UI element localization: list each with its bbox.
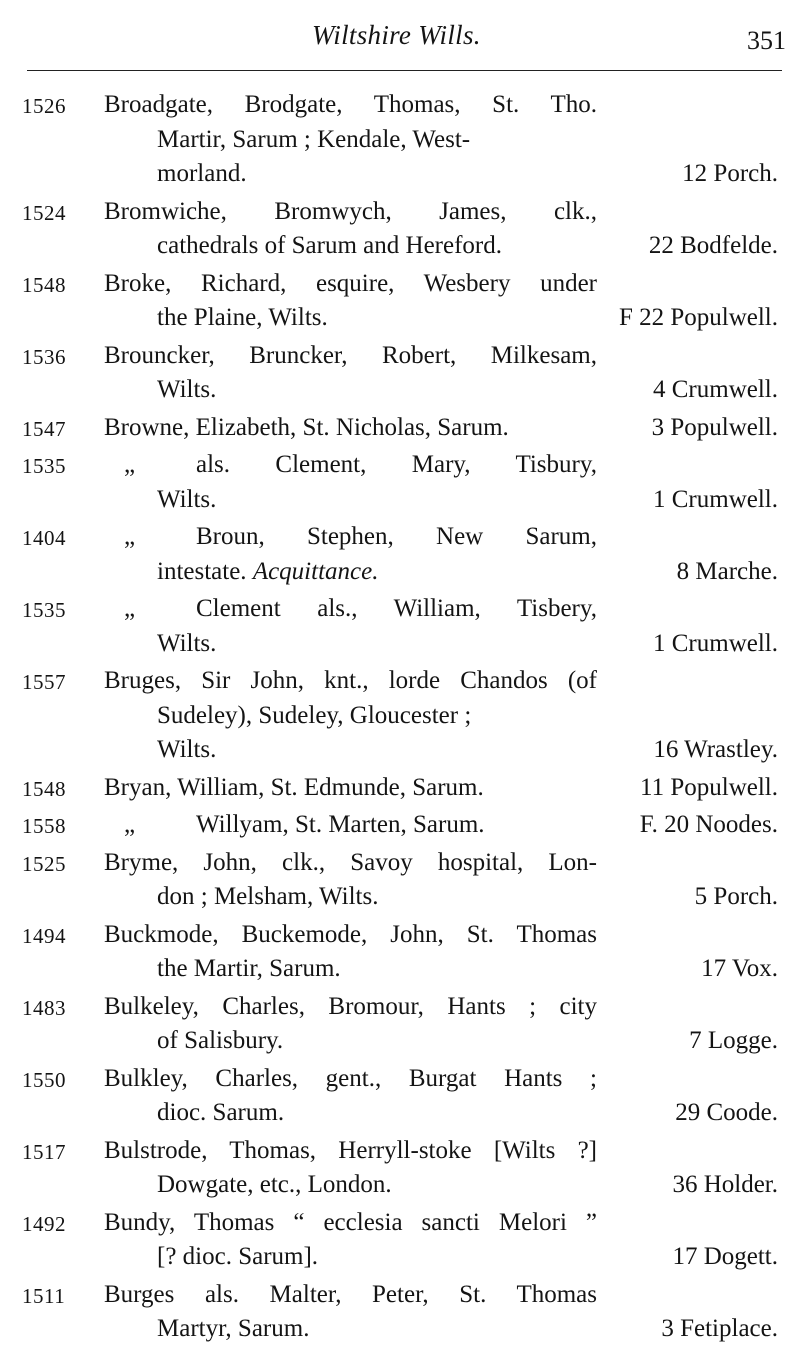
entry-line-text: of Salisbury. [157,1027,284,1054]
entry-line-text: Broun, Stephen, New Sarum, [196,523,597,550]
entry-line-text: the Plaine, Wilts. [157,304,328,331]
entry-year: 1550 [22,1067,66,1092]
entry-line [0,448,800,483]
entry-year: 1525 [22,851,66,876]
will-entry [0,195,800,267]
entry-line-text: Bruges, Sir John, knt., lorde Chandos (of [104,667,597,694]
entry-line [0,952,800,987]
entry-line [0,627,800,662]
entry-text [157,880,597,915]
entry-line [0,339,800,374]
entry-line [0,771,800,806]
will-entry [0,448,800,520]
entry-text [157,627,597,662]
entry-year: 1548 [22,272,66,297]
entry-line-text: Clement als., William, Tisbery, [196,595,597,622]
entry-text [104,448,597,483]
entry-line [0,846,800,881]
entry-line [0,411,800,446]
entry-year: 1483 [22,995,66,1020]
entry-line-text: morland. [157,160,247,187]
entry-text [104,267,597,302]
entry-line-text: Dowgate, etc., London. [157,1171,392,1198]
entry-line [0,373,800,408]
entry-year: 1404 [22,526,66,550]
register-reference: 5 Porch. [694,883,778,910]
ditto-mark: „ [124,595,136,622]
entry-year: 1511 [22,1283,66,1308]
entry-text [157,952,597,987]
register-reference: 36 Holder. [672,1171,778,1198]
entry-text [157,229,597,264]
register-reference: 17 Vox. [701,955,778,982]
entry-text [104,339,597,374]
entry-line-text: Wilts. [157,736,217,763]
register-reference: 4 Crumwell. [653,376,778,403]
entry-year: 1526 [22,94,66,118]
entry-line [0,1240,800,1275]
will-entry [0,664,800,771]
entry-line [0,483,800,518]
entry-year: 1548 [22,776,66,801]
will-entry [0,1134,800,1206]
register-reference: 7 Logge. [689,1027,778,1054]
will-entry [0,771,800,809]
entry-text [104,520,597,555]
entry-year: 1492 [22,1211,66,1236]
ditto-mark: „ [124,811,136,838]
entry-line [0,1096,800,1131]
will-entry [0,1206,800,1278]
entry-text [104,808,597,843]
entry-text [157,733,597,768]
entry-line [0,1024,800,1059]
entry-line [0,267,800,302]
entry-line [0,699,800,734]
entry-line [0,157,800,192]
entry-line [0,520,800,555]
entry-line [0,229,800,264]
entry-line-text: Broke, Richard, esquire, Wesbery under [104,269,597,297]
entry-line [0,733,800,768]
register-reference: 22 Bodfelde. [648,232,778,259]
entry-year: 1535 [22,598,66,622]
ditto-mark: „ [124,523,136,550]
entry-text [104,664,597,699]
page-header [0,0,800,60]
entry-year: 1547 [22,416,66,441]
entry-text [104,990,597,1025]
entry-line [0,990,800,1025]
entry-text [104,411,597,446]
register-reference: 1 Crumwell. [653,629,778,657]
ditto-mark: „ [124,451,136,478]
entry-line [0,555,800,590]
entry-year: 1558 [22,814,66,838]
entry-text [104,195,597,230]
entry-line-text: Bulstrode, Thomas, Herryll-stoke [Wilts ?] [104,1136,597,1164]
entry-text [157,1240,597,1275]
entry-line [0,1168,800,1203]
entry-line-text: Wilts. [157,485,217,513]
entry-line [0,1206,800,1241]
entry-line [0,301,800,336]
entry-italic-note: Acquittance. [252,557,379,585]
entry-line-text: Bromwiche, Bromwych, James, clk., [104,197,597,225]
entry-line-text: intestate. [157,557,247,585]
register-reference: 11 Populwell. [640,773,778,801]
entry-text [157,555,597,590]
entry-text [104,1062,597,1097]
entry-line-text: Martir, Sarum ; Kendale, West- [157,125,471,153]
will-entry [0,846,800,918]
header-rule [27,70,782,71]
entry-text [104,1206,597,1241]
page-number: 351 [747,26,786,55]
entry-line-text: Bundy, Thomas “ ecclesia sancti Melori ” [104,1208,597,1236]
entry-year: 1535 [22,454,66,478]
register-reference: F. 20 Noodes. [639,811,778,838]
entry-line-text: the Martir, Sarum. [157,955,341,982]
register-reference: 16 Wrastley. [653,736,778,763]
entry-text [104,846,597,881]
entry-line-text: Brouncker, Bruncker, Robert, Milkesam, [104,341,597,369]
register-reference: 17 Dogett. [672,1243,778,1270]
entry-line-text: [? dioc. Sarum]. [157,1243,319,1270]
entry-line [0,592,800,627]
entry-line [0,1134,800,1169]
will-entry [0,592,800,664]
entry-line [0,664,800,699]
entry-line-text: Martyr, Sarum. [157,1315,310,1342]
entry-year: 1517 [22,1139,66,1164]
will-entry [0,267,800,339]
entry-line [0,880,800,915]
entry-line-text: als. Clement, Mary, Tisbury, [196,451,597,478]
entry-line [0,1312,800,1347]
entry-text [157,373,597,408]
entry-line-text: Bulkeley, Charles, Bromour, Hants ; city [104,992,597,1020]
entry-line [0,123,800,158]
entry-line [0,1278,800,1313]
entry-line-text: Bryme, John, clk., Savoy hospital, Lon- [104,848,597,876]
entry-year: 1557 [22,670,66,694]
entry-text [104,592,597,627]
entry-line [0,1062,800,1097]
entry-line [0,918,800,953]
will-entry [0,88,800,195]
entry-line-text: don ; Melsham, Wilts. [157,883,379,910]
entry-line-text: Bryan, William, St. Edmunde, Sarum. [104,773,484,801]
entry-text [157,157,597,192]
entry-text [104,918,597,953]
will-entry [0,1062,800,1134]
will-entry [0,520,800,592]
running-title: Wiltshire Wills. [312,20,481,50]
entry-text [157,1024,597,1059]
register-reference: 1 Crumwell. [653,485,778,513]
entry-text [104,88,597,123]
entry-line-text: Bulkley, Charles, gent., Burgat Hants ; [104,1064,597,1092]
entry-line-text: dioc. Sarum. [157,1099,285,1126]
will-entries-list [0,88,800,1350]
entry-text [157,1168,597,1203]
entry-text [104,1278,597,1313]
entry-text [157,1096,597,1131]
entry-year: 1536 [22,344,66,369]
entry-line-text: Willyam, St. Marten, Sarum. [196,811,485,838]
register-reference: 29 Coode. [675,1099,778,1126]
will-entry [0,339,800,411]
register-reference: F 22 Populwell. [618,304,778,331]
entry-text [157,699,597,734]
entry-line-text: Broadgate, Brodgate, Thomas, St. Tho. [104,91,597,118]
entry-text [157,1312,597,1347]
register-reference: 3 Fetiplace. [661,1315,778,1342]
entry-line-text: Wilts. [157,376,217,403]
will-entry [0,990,800,1062]
entry-line-text: Burges als. Malter, Peter, St. Thomas [104,1280,597,1308]
entry-year: 1524 [22,200,66,225]
will-entry [0,918,800,990]
register-reference: 12 Porch. [682,160,778,187]
entry-line-text: Wilts. [157,629,217,657]
register-reference: 3 Populwell. [651,413,778,441]
entry-text [157,123,597,158]
entry-line-text: Buckmode, Buckemode, John, St. Thomas [104,920,597,948]
will-entry [0,411,800,449]
entry-line [0,88,800,123]
entry-line-text: cathedrals of Sarum and Hereford. [157,232,502,259]
register-reference: 8 Marche. [676,557,778,585]
entry-line [0,808,800,843]
will-entry [0,1278,800,1350]
entry-line-text: Sudeley), Sudeley, Gloucester ; [157,701,472,729]
entry-text [104,1134,597,1169]
entry-line [0,195,800,230]
will-entry [0,808,800,846]
entry-text [157,301,597,336]
entry-text [104,771,597,806]
entry-year: 1494 [22,923,66,948]
entry-line-text: Browne, Elizabeth, St. Nicholas, Sarum. [104,413,509,441]
entry-text [157,483,597,518]
